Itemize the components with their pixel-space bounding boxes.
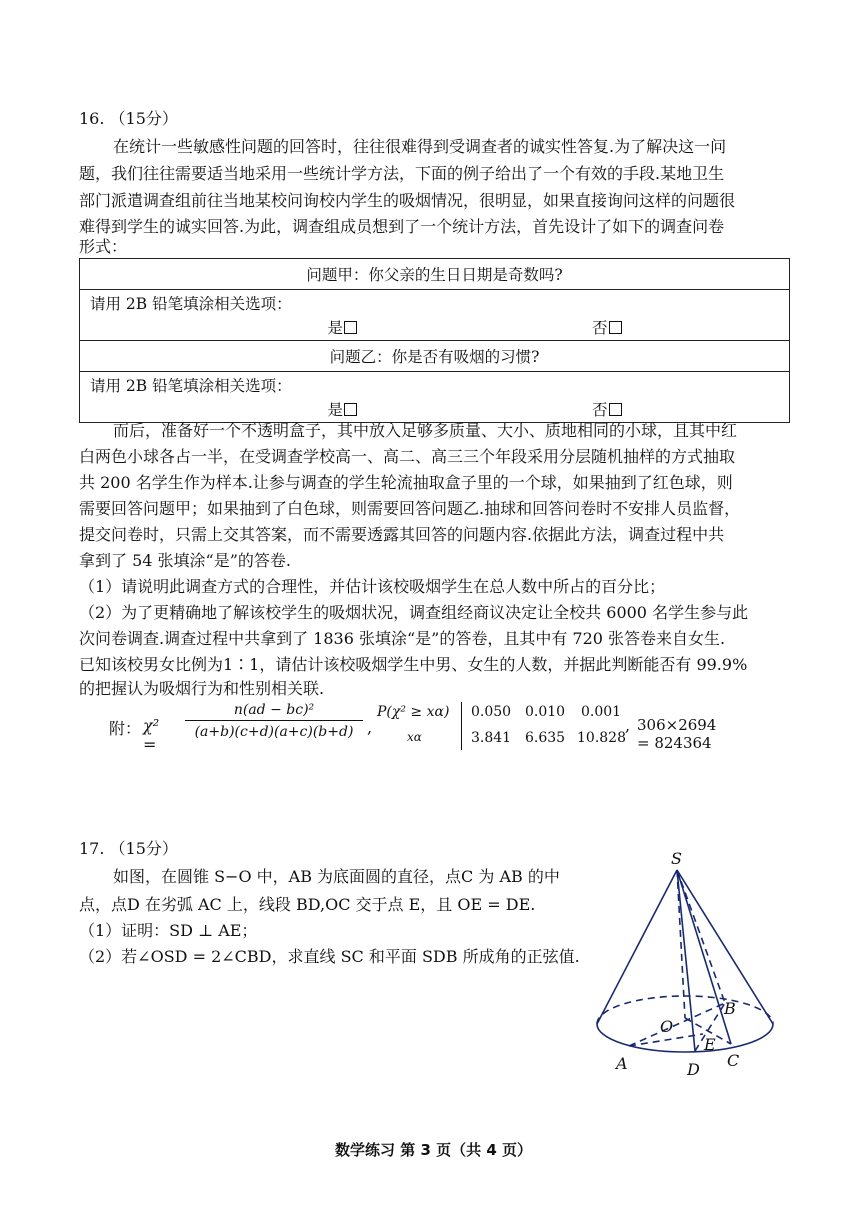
checkbox-icon	[344, 321, 357, 334]
q16-heading: 16. （15分）	[79, 109, 178, 128]
chi-square-symbol: χ² =	[143, 716, 160, 754]
survey-question-b: 问题乙：你是否有吸烟的习惯?	[80, 341, 790, 372]
label-A: A	[616, 1054, 628, 1073]
q16-part2-line: （2）为了更精确地了解该校学生的吸烟状况，调查组经商议决定让全校共 6000 名学生参与此	[79, 603, 749, 622]
q16-body-line: 拿到了 54 张填涂“是”的答卷.	[79, 551, 291, 570]
option-yes-a[interactable]	[327, 316, 357, 338]
option-yes-b[interactable]	[327, 398, 357, 420]
label-B: B	[724, 999, 736, 1018]
q17-line: 如图，在圆锥 S−O 中，AB 为底面圆的直径，点C 为 AB 的中	[113, 867, 560, 886]
label-E: E	[704, 1035, 716, 1054]
survey-instruction-b: 请用 2B 铅笔填涂相关选项：	[90, 377, 292, 395]
no-label: 否	[591, 401, 608, 419]
q16-body-line: 而后，准备好一个不透明盒子，其中放入足够多质量、大小、质地相同的小球，且其中红	[113, 421, 738, 440]
cone-figure	[585, 848, 775, 1080]
q16-intro-line: 形式：	[79, 237, 128, 256]
q16-intro-line: 难得到学生的诚实回答.为此，调查组成员想到了一个统计方法，首先设计了如下的调查问卷	[79, 217, 725, 236]
no-label: 否	[591, 319, 608, 337]
appendix-label: 附：	[109, 719, 142, 738]
q16-part2-line: 次问卷调查.调查过程中共拿到了 1836 张填涂“是”的答卷，且其中有 720 张答卷来自女生.	[79, 629, 726, 648]
survey-instruction-a: 请用 2B 铅笔填涂相关选项：	[90, 295, 292, 313]
x-value: 10.828	[577, 730, 626, 746]
option-no-b[interactable]	[592, 398, 622, 420]
fraction-denominator: (a+b)(c+d)(a+c)(b+d)	[194, 724, 354, 740]
comma: ,	[367, 718, 373, 737]
p-value: 0.050	[471, 704, 512, 720]
checkbox-icon	[609, 403, 622, 416]
table-divider	[461, 702, 462, 750]
page-footer: 数学练习 第 3 页（共 4 页）	[335, 1141, 532, 1159]
survey-table	[79, 258, 790, 423]
q16-body-line: 提交问卷时，只需上交其答案，而不需要透露其回答的问题内容.依据此方法，调查过程中共	[79, 525, 725, 544]
q16-part1: （1）请说明此调查方式的合理性，并估计该校吸烟学生在总人数中所占的百分比；	[79, 577, 666, 596]
p-label: P(χ² ≥ xα)	[377, 704, 450, 720]
yes-label: 是	[327, 319, 343, 337]
comma: ,	[625, 716, 631, 735]
q16-body-line: 需要回答问题甲；如果抽到了白色球，则需要回答问题乙.抽球和回答问卷时不安排人员监督，	[79, 499, 741, 518]
base-back-arc	[597, 996, 773, 1024]
chi-square-fraction	[185, 702, 363, 740]
q16-intro-line: 题，我们往往需要适当地采用一些统计学方法，下面的例子给出了一个有效的手段.某地卫生	[79, 164, 725, 183]
q16-intro-line: 在统计一些敏感性问题的回答时，往往很难得到受调查者的诚实性答复.为了解决这一问	[113, 137, 727, 156]
survey-answer-a-cell	[80, 290, 790, 341]
q16-part2-line: 已知该校男女比例为1∶1，请估计该校吸烟学生中男、女生的人数，并据此判断能否有 99.9%	[79, 655, 748, 674]
q17-part2: （2）若∠OSD = 2∠CBD，求直线 SC 和平面 SDB 所成角的正弦值.	[79, 947, 580, 966]
q17-part1: （1）证明：SD ⊥ AE；	[79, 921, 258, 940]
q16-part2-line: 的把握认为吸烟行为和性别相关联.	[79, 679, 325, 698]
q16-body-line: 共 200 名学生作为样本.让参与调查的学生轮流抽取盒子里的一个球，如果抽到了红色球，则	[79, 473, 733, 492]
yes-label: 是	[327, 401, 343, 419]
x-value: 3.841	[471, 730, 512, 746]
base-front-arc	[597, 1024, 773, 1052]
q17-line: 点，点D 在劣弧 AC 上，线段 BD,OC 交于点 E，且 OE = DE.	[79, 895, 536, 914]
option-no-a[interactable]	[592, 316, 622, 338]
q16-intro-line: 部门派遣调查组前往当地某校问询校内学生的吸烟情况，很明显，如果直接询问这样的问题很	[79, 191, 736, 210]
checkbox-icon	[609, 321, 622, 334]
p-value: 0.010	[525, 704, 566, 720]
fraction-numerator: n(ad − bc)²	[185, 702, 363, 721]
label-D: D	[687, 1060, 700, 1079]
survey-answer-b-cell	[80, 372, 790, 423]
p-value: 0.001	[581, 704, 622, 720]
x-label: xα	[407, 730, 422, 744]
label-O: O	[660, 1017, 674, 1036]
q16-body-line: 白两色小球各占一半，在受调查学校高一、高二、高三三个年段采用分层随机抽样的方式抽取	[79, 447, 736, 466]
product-equation: 306×2694 = 824364	[637, 716, 717, 752]
q17-heading: 17. （15分）	[79, 839, 178, 858]
label-S: S	[671, 849, 682, 868]
label-C: C	[727, 1051, 740, 1070]
checkbox-icon	[344, 403, 357, 416]
critical-value-table	[377, 702, 637, 754]
survey-question-a: 问题甲：你父亲的生日日期是奇数吗?	[80, 259, 790, 290]
x-value: 6.635	[525, 730, 566, 746]
